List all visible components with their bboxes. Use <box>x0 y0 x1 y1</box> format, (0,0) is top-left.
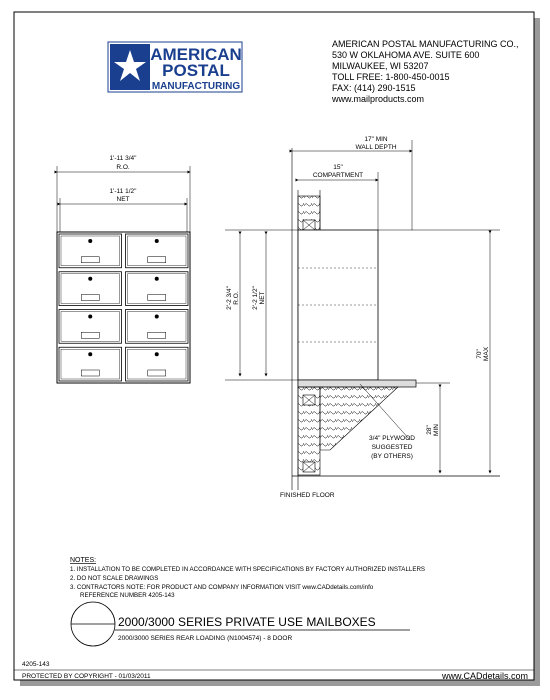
lock-icon <box>155 277 159 281</box>
note-item-2: 2. DO NOT SCALE DRAWINGS <box>70 575 159 582</box>
company-address-1: 530 W OKLAHOMA AVE. SUITE 600 <box>332 50 480 60</box>
front-net-height: 2'-2 1/2" <box>252 286 259 310</box>
front-ro-height: 2'-2 3/4" <box>226 286 233 310</box>
company-web: www.mailproducts.com <box>332 94 425 104</box>
front-ro-height-label: R.O. <box>233 291 240 305</box>
company-fax: FAX: (414) 290-1515 <box>332 83 416 93</box>
note-item-1: 1. INSTALLATION TO BE COMPLETED IN ACCORDANCE WITH SPECIFICATIONS BY FACTORY AUTHORIZED INSTALLERS <box>70 566 426 573</box>
compartment-label: COMPARTMENT <box>312 172 364 179</box>
compartment-value: 15" <box>333 164 343 171</box>
logo-line-3: MANUFACTURING <box>151 81 241 92</box>
lock-icon <box>88 315 92 319</box>
mailbox-door <box>59 272 122 306</box>
finished-floor-label: FINISHED FLOOR <box>280 492 335 499</box>
front-ro-label: R.O. <box>116 164 130 171</box>
plywood-note-3: (BY OTHERS) <box>371 453 413 460</box>
plywood-note-2: SUGGESTED <box>371 444 413 451</box>
company-address-2: MILWAUKEE, WI 53207 <box>332 61 429 71</box>
lock-icon <box>155 315 159 319</box>
mailbox-door <box>59 234 122 268</box>
mailbox-door-grid <box>57 232 190 383</box>
front-net-height-label: NET <box>259 291 266 305</box>
lock-icon <box>155 239 159 243</box>
drawing-subtitle: 2000/3000 SERIES REAR LOADING (N1004574) - 8 DOOR <box>118 635 293 642</box>
company-name: AMERICAN POSTAL MANUFACTURING CO., <box>332 39 519 49</box>
front-ro-width: 1'-11 3/4" <box>109 155 137 162</box>
lock-icon <box>155 352 159 356</box>
plywood-shelf <box>298 380 416 387</box>
footer-website: www.CADdetails.com <box>441 671 528 681</box>
max-height-label: MAX <box>483 346 490 362</box>
mailbox-door <box>126 310 189 344</box>
note-item-3: 3. CONTRACTORS NOTE: FOR PRODUCT AND COMPANY INFORMATION VISIT www.CADdetails.com/info <box>70 584 374 591</box>
reference-number: 4205-143 <box>22 661 50 668</box>
mailbox-door <box>126 234 189 268</box>
front-net-width: 1'-11 1/2" <box>109 188 137 195</box>
logo-line-1: AMERICAN <box>150 45 242 64</box>
wall-depth-value: 17" MIN <box>364 136 388 143</box>
plywood-note-1: 3/4" PLYWOOD <box>369 435 415 442</box>
mailbox-door <box>59 347 122 381</box>
company-tollfree: TOLL FREE: 1-800-450-0015 <box>332 72 450 82</box>
note-reference: REFERENCE NUMBER 4205-143 <box>80 592 175 599</box>
lock-icon <box>88 352 92 356</box>
front-net-label: NET <box>116 196 130 203</box>
notes-heading: NOTES: <box>70 557 97 564</box>
mailbox-door <box>59 310 122 344</box>
lock-icon <box>88 239 92 243</box>
max-height-value: 70" <box>476 349 483 359</box>
company-logo <box>108 42 242 92</box>
min-height-label: MIN <box>433 424 440 436</box>
copyright-notice: PROTECTED BY COPYRIGHT - 01/03/2011 <box>22 673 151 680</box>
wall-depth-label: WALL DEPTH <box>355 144 397 151</box>
logo-line-2: POSTAL <box>162 61 230 80</box>
mailbox-door <box>126 272 189 306</box>
lock-icon <box>88 277 92 281</box>
drawing-title: 2000/3000 SERIES PRIVATE USE MAILBOXES <box>118 615 376 629</box>
min-height-value: 28" <box>426 425 433 435</box>
mailbox-door <box>126 347 189 381</box>
